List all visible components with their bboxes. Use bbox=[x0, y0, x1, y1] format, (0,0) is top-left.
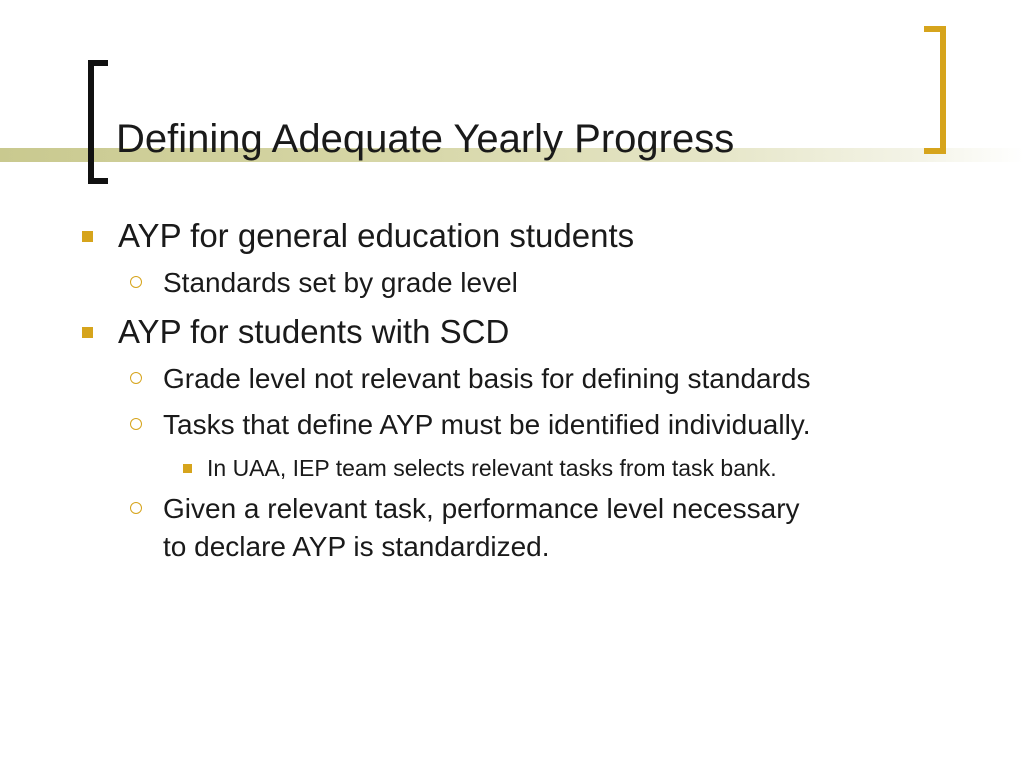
sub-bullet-text: Grade level not relevant basis for defining standards bbox=[163, 363, 811, 394]
sub-bullet-item bbox=[0, 264, 813, 302]
bullet-item bbox=[0, 310, 998, 354]
square-bullet-icon bbox=[82, 231, 93, 242]
sub-sub-bullet-item bbox=[0, 452, 1007, 484]
sub-bullet-text: Given a relevant task, performance level necessary to declare AYP is standardized. bbox=[163, 493, 800, 562]
bullet-list bbox=[0, 214, 1024, 574]
circle-bullet-icon bbox=[130, 276, 142, 288]
circle-bullet-icon bbox=[130, 418, 142, 430]
right-bracket-decoration bbox=[924, 26, 946, 154]
sub-bullet-text: Tasks that define AYP must be identified individually. bbox=[163, 409, 811, 440]
sub-bullet-item bbox=[0, 360, 813, 398]
bullet-text: AYP for students with SCD bbox=[118, 313, 510, 350]
bullet-item bbox=[0, 214, 998, 258]
circle-bullet-icon bbox=[130, 502, 142, 514]
sub-sub-bullet-text: In UAA, IEP team selects relevant tasks from task bank. bbox=[207, 455, 777, 481]
left-bracket-decoration bbox=[88, 60, 108, 184]
slide-title: Defining Adequate Yearly Progress bbox=[116, 117, 735, 161]
sub-bullet-item bbox=[0, 490, 813, 566]
sub-bullet-text: Standards set by grade level bbox=[163, 267, 518, 298]
circle-bullet-icon bbox=[130, 372, 142, 384]
bullet-text: AYP for general education students bbox=[118, 217, 635, 254]
small-square-bullet-icon bbox=[183, 464, 192, 473]
square-bullet-icon bbox=[82, 327, 93, 338]
sub-bullet-item bbox=[0, 406, 813, 444]
